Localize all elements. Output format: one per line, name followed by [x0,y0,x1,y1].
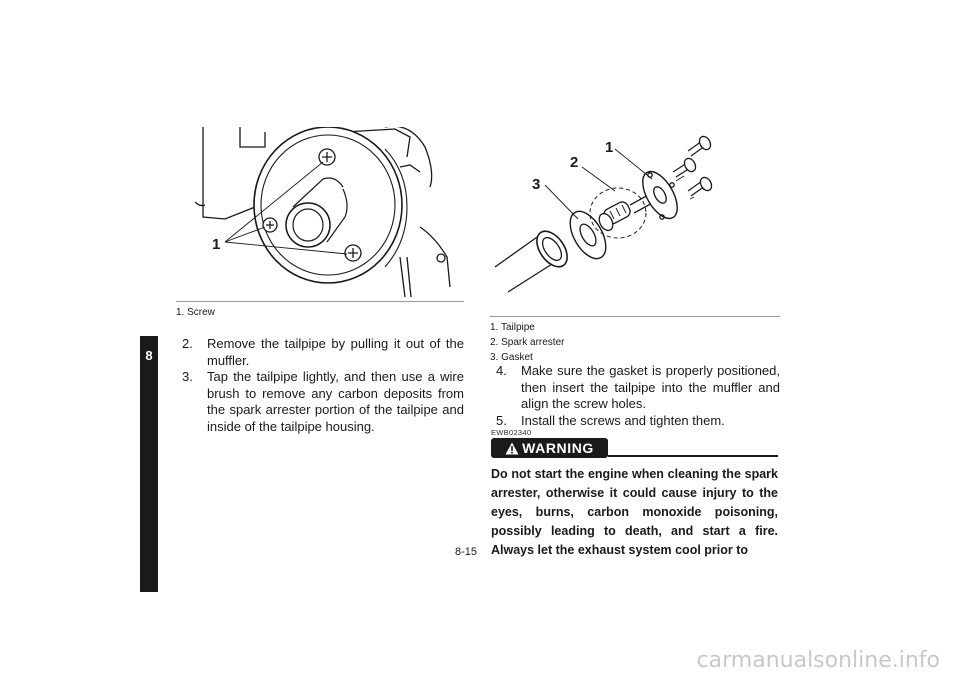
watermark: carmanualsonline.info [696,648,940,673]
step-item [182,336,464,369]
step-number: 5. [496,412,507,428]
chapter-number: 8 [145,348,153,363]
tailpipe-exploded-illustration [490,127,740,299]
left-callout-label: 1 [212,236,221,253]
warning-code: EWB02340 [491,428,532,437]
chapter-tab [140,336,158,592]
callout-spark-arrester: 2 [570,154,579,171]
step-text: Tap the tailpipe lightly, and then use a wire brush to remove any carbon deposits from the spark arrester portion of the tailpipe and inside of the tailpipe housing. [207,369,464,434]
caption-item: 1. Tailpipe [490,322,535,333]
step-item [496,363,780,413]
caption-item: 2. Spark arrester [490,337,565,348]
warning-text: Do not start the engine when cleaning the spark arrester, otherwise it could cause injury to the eyes, burns, carbon monoxide poisoning, possibly leading to death, and start a fire. Always let the exhaust system cool prior to [491,467,778,557]
left-figure-caption [176,301,464,320]
right-step-list [496,363,780,429]
step-item [496,413,780,430]
callout-gasket: 3 [532,176,541,193]
page-number: 8-15 [455,546,478,558]
step-item [182,369,464,435]
step-number: 4. [496,363,507,378]
step-text: Make sure the gasket is properly positioned, then insert the tailpipe into the muffler and align the screw holes. [521,363,780,411]
warning-rule [608,455,778,457]
right-figure-caption [490,316,780,365]
muffler-screws-illustration [195,127,465,299]
step-text: Install the screws and tighten them. [521,412,725,428]
step-text: Remove the tailpipe by pulling it out of the muffler. [207,336,464,368]
warning-header [491,438,778,458]
caption-item: 3. Gasket [490,352,533,363]
warning-triangle-icon [505,442,519,455]
callout-tailpipe: 1 [605,139,614,156]
warning-badge [491,438,608,458]
warning-label: WARNING [522,440,594,456]
step-number: 3. [182,369,193,384]
step-number: 2. [182,336,193,351]
left-step-list [182,336,464,435]
caption-item: 1. Screw [176,307,215,318]
